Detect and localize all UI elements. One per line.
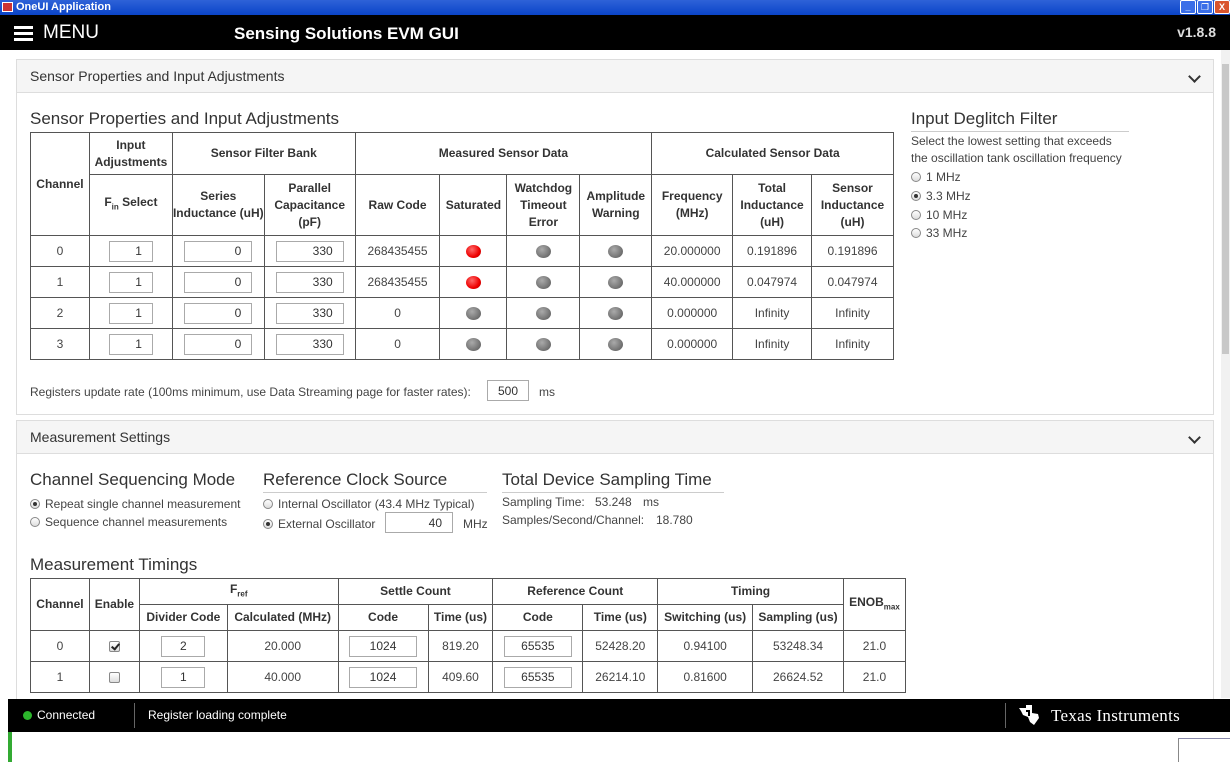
- col-settle-count: Settle Count: [338, 579, 493, 605]
- channel-cell: 0: [31, 631, 90, 662]
- watchdog-led-icon: [536, 338, 551, 351]
- settle-code-input[interactable]: [349, 636, 417, 657]
- connection-status: Connected: [37, 708, 96, 722]
- enable-checkbox[interactable]: [109, 641, 120, 652]
- raw-code-cell: 268435455: [355, 236, 440, 267]
- menu-button[interactable]: [14, 22, 99, 44]
- frequency-cell: 40.000000: [652, 267, 733, 298]
- calculated-cell: 40.000: [227, 662, 338, 693]
- enob-cell: 21.0: [843, 631, 905, 662]
- deglitch-description: Select the lowest setting that exceeds the oscillation tank oscillation frequency: [911, 134, 1122, 165]
- col-input-adjustments: Input Adjustments: [89, 133, 172, 175]
- sampling-time-value: 53.248: [595, 495, 632, 509]
- fin-select-input[interactable]: [109, 241, 153, 262]
- parallel-capacitance-input[interactable]: [276, 241, 344, 262]
- measurement-settings-panel: [16, 420, 1214, 710]
- chevron-down-icon[interactable]: [1188, 70, 1201, 83]
- sampling-title: Total Device Sampling Time: [502, 470, 712, 489]
- radio-icon: [30, 517, 40, 527]
- radio-icon: [911, 210, 921, 220]
- channel-cell: 1: [31, 267, 90, 298]
- update-rate-unit: ms: [539, 385, 555, 399]
- fin-select-input[interactable]: [109, 303, 153, 324]
- sampling-cell: 26624.52: [753, 662, 844, 693]
- sequencing-title: Channel Sequencing Mode: [30, 470, 236, 489]
- sensor-properties-table: [30, 132, 894, 360]
- fin-select-input[interactable]: [109, 334, 153, 355]
- col-fref: $F_{ref}$: [139, 579, 338, 605]
- channel-cell: 1: [31, 662, 90, 693]
- app-title: Sensing Solutions EVM GUI: [234, 24, 459, 43]
- maximize-button[interactable]: ❐: [1197, 0, 1213, 14]
- sensor-properties-panel-header[interactable]: [17, 60, 1213, 93]
- parallel-capacitance-input[interactable]: [276, 334, 344, 355]
- update-rate-label: Registers update rate (100ms minimum, use Data Streaming page for faster rates):: [30, 385, 471, 399]
- col-timing: Timing: [658, 579, 844, 605]
- external-osc-unit: MHz: [463, 517, 488, 531]
- col-sensor-filter-bank: Sensor Filter Bank: [172, 133, 355, 175]
- watchdog-led-icon: [536, 245, 551, 258]
- calculated-cell: 20.000: [227, 631, 338, 662]
- col-calculated-sensor-data: Calculated Sensor Data: [652, 133, 894, 175]
- col-channel: Channel: [31, 579, 90, 631]
- frequency-cell: 0.000000: [652, 329, 733, 360]
- radio-icon: [911, 228, 921, 238]
- deglitch-title: Input Deglitch Filter: [911, 109, 1058, 128]
- sps-label: Samples/Second/Channel:: [502, 513, 645, 527]
- parallel-capacitance-input[interactable]: [276, 272, 344, 293]
- table-row: [31, 236, 894, 267]
- total-inductance-cell: 0.047974: [733, 267, 812, 298]
- ref-code-input[interactable]: [504, 667, 572, 688]
- frequency-cell: 0.000000: [652, 298, 733, 329]
- col-ref-code: Code: [493, 605, 583, 631]
- deglitch-option-33mhz[interactable]: 33 MHz: [911, 226, 967, 240]
- radio-selected-icon: [911, 191, 921, 201]
- amplitude-led-icon: [608, 245, 623, 258]
- section-title: Sensor Properties and Input Adjustments: [30, 109, 340, 128]
- table-row: [31, 298, 894, 329]
- ref-time-cell: 52428.20: [583, 631, 658, 662]
- texas-instruments-logo-icon: [1017, 704, 1041, 726]
- col-channel: Channel: [31, 133, 90, 236]
- sequencing-sequence-option[interactable]: Sequence channel measurements: [30, 515, 227, 529]
- version-label: v1.8.8: [1177, 24, 1216, 40]
- ref-time-cell: 26214.10: [583, 662, 658, 693]
- frequency-cell: 20.000000: [652, 236, 733, 267]
- watchdog-led-icon: [536, 276, 551, 289]
- sampling-cell: 53248.34: [753, 631, 844, 662]
- radio-icon: [911, 172, 921, 182]
- app-icon: [2, 2, 13, 12]
- minimize-button[interactable]: _: [1180, 0, 1196, 14]
- panel-header-label: Sensor Properties and Input Adjustments: [30, 68, 285, 84]
- col-total-inductance: Total Inductance (uH): [733, 175, 812, 236]
- sequencing-repeat-option[interactable]: Repeat single channel measurement: [30, 497, 240, 511]
- window-titlebar: [0, 0, 1230, 15]
- sensor-inductance-cell: Infinity: [812, 329, 894, 360]
- menu-label: MENU: [43, 22, 99, 43]
- col-ref-time: Time (us): [583, 605, 658, 631]
- external-osc-frequency-input[interactable]: [385, 512, 453, 533]
- ref-code-input[interactable]: [504, 636, 572, 657]
- connected-status-icon: [23, 711, 32, 720]
- deglitch-option-10mhz[interactable]: 10 MHz: [911, 208, 967, 222]
- radio-icon: [263, 499, 273, 509]
- scrollbar-thumb[interactable]: [1222, 64, 1229, 354]
- col-reference-count: Reference Count: [493, 579, 658, 605]
- update-rate-input[interactable]: [487, 380, 529, 401]
- sps-value: 18.780: [656, 513, 693, 527]
- sampling-time-unit: ms: [643, 495, 659, 509]
- series-inductance-input[interactable]: [184, 334, 252, 355]
- raw-code-cell: 0: [355, 329, 440, 360]
- parallel-capacitance-input[interactable]: [276, 303, 344, 324]
- col-frequency: Frequency (MHz): [652, 175, 733, 236]
- table-row: [31, 329, 894, 360]
- sampling-time-label: Sampling Time:: [502, 495, 585, 509]
- settle-code-input[interactable]: [349, 667, 417, 688]
- series-inductance-input[interactable]: [184, 241, 252, 262]
- col-enob: $ENOB_{max}$: [843, 579, 905, 631]
- saturated-led-icon: [466, 276, 481, 289]
- settle-time-cell: 819.20: [428, 631, 493, 662]
- status-message: Register loading complete: [148, 708, 287, 722]
- refclock-external-option[interactable]: External Oscillator: [263, 517, 375, 531]
- series-inductance-input[interactable]: [184, 303, 252, 324]
- table-row: [31, 662, 906, 693]
- sensor-properties-panel: [16, 59, 1214, 415]
- col-watchdog: Watchdog Timeout Error: [507, 175, 580, 236]
- divider-code-input[interactable]: [161, 667, 205, 688]
- col-sampling: Sampling (us): [753, 605, 844, 631]
- app-header: [0, 15, 1230, 50]
- amplitude-led-icon: [608, 307, 623, 320]
- window-title: OneUI Application: [16, 1, 111, 13]
- col-switching: Switching (us): [658, 605, 753, 631]
- divider-code-input[interactable]: [161, 636, 205, 657]
- deglitch-option-1mhz[interactable]: 1 MHz: [911, 170, 961, 184]
- timings-title: Measurement Timings: [30, 555, 198, 574]
- sensor-inductance-cell: Infinity: [812, 298, 894, 329]
- col-raw-code: Raw Code: [355, 175, 440, 236]
- series-inductance-input[interactable]: [184, 272, 252, 293]
- enable-checkbox[interactable]: [109, 672, 120, 683]
- saturated-led-icon: [466, 307, 481, 320]
- refclock-title: Reference Clock Source: [263, 470, 448, 489]
- channel-cell: 3: [31, 329, 90, 360]
- status-bar: [8, 699, 1230, 732]
- col-saturated: Saturated: [440, 175, 507, 236]
- settle-time-cell: 409.60: [428, 662, 493, 693]
- measurement-timings-table: [30, 578, 906, 693]
- deglitch-option-3-3mhz[interactable]: 3.3 MHz: [911, 189, 971, 203]
- vertical-scrollbar[interactable]: [1221, 50, 1230, 698]
- total-inductance-cell: Infinity: [733, 329, 812, 360]
- radio-selected-icon: [30, 499, 40, 509]
- col-fin-select: $F_{in}$ Select: [89, 175, 172, 236]
- total-inductance-cell: Infinity: [733, 298, 812, 329]
- col-calculated-mhz: Calculated (MHz): [227, 605, 338, 631]
- watchdog-led-icon: [536, 307, 551, 320]
- col-divider-code: Divider Code: [139, 605, 227, 631]
- col-parallel-capacitance: Parallel Capacitance (pF): [264, 175, 355, 236]
- chevron-down-icon[interactable]: [1188, 431, 1201, 444]
- switching-cell: 0.94100: [658, 631, 753, 662]
- channel-cell: 2: [31, 298, 90, 329]
- col-measured-sensor-data: Measured Sensor Data: [355, 133, 652, 175]
- brand-name: Texas Instruments: [1051, 706, 1181, 725]
- panel-header-label: Measurement Settings: [30, 429, 171, 445]
- channel-cell: 0: [31, 236, 90, 267]
- col-settle-code: Code: [338, 605, 428, 631]
- saturated-led-icon: [466, 338, 481, 351]
- fin-select-input[interactable]: [109, 272, 153, 293]
- amplitude-led-icon: [608, 338, 623, 351]
- sensor-inductance-cell: 0.047974: [812, 267, 894, 298]
- raw-code-cell: 0: [355, 298, 440, 329]
- close-button[interactable]: X: [1214, 0, 1230, 14]
- table-row: [31, 267, 894, 298]
- amplitude-led-icon: [608, 276, 623, 289]
- col-amplitude-warning: Amplitude Warning: [580, 175, 652, 236]
- saturated-led-icon: [466, 245, 481, 258]
- col-series-inductance: Series Inductance (uH): [172, 175, 264, 236]
- enob-cell: 21.0: [843, 662, 905, 693]
- col-settle-time: Time (us): [428, 605, 493, 631]
- sensor-inductance-cell: 0.191896: [812, 236, 894, 267]
- measurement-settings-panel-header[interactable]: [17, 421, 1213, 454]
- raw-code-cell: 268435455: [355, 267, 440, 298]
- total-inductance-cell: 0.191896: [733, 236, 812, 267]
- col-enable: Enable: [89, 579, 139, 631]
- radio-selected-icon: [263, 519, 273, 529]
- col-sensor-inductance: Sensor Inductance (uH): [812, 175, 894, 236]
- refclock-internal-option[interactable]: Internal Oscillator (43.4 MHz Typical): [263, 497, 475, 511]
- switching-cell: 0.81600: [658, 662, 753, 693]
- table-row: [31, 631, 906, 662]
- hamburger-icon: [14, 26, 33, 41]
